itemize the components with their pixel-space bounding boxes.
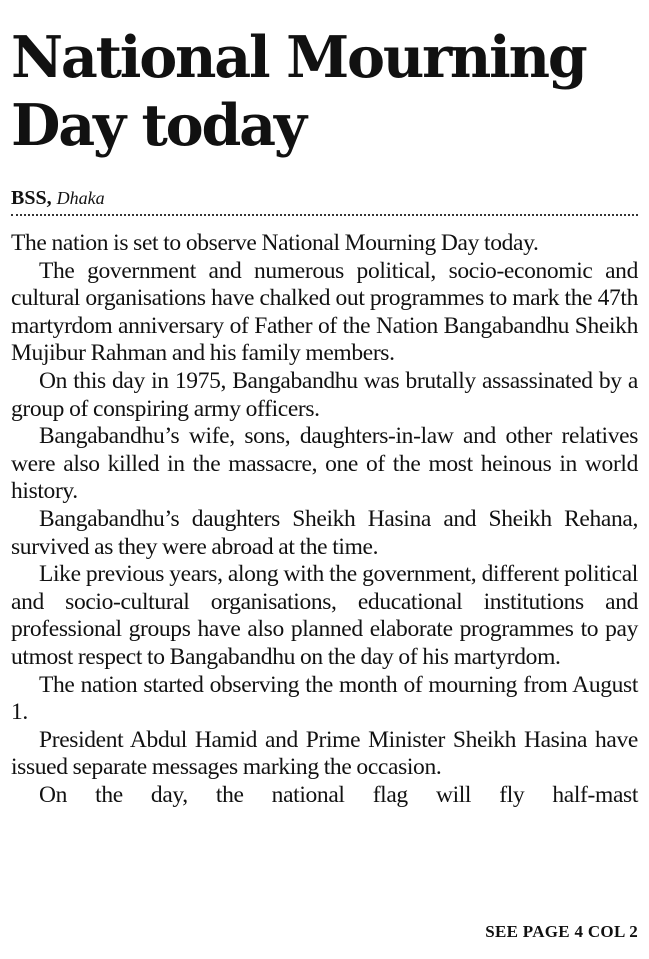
paragraph: The government and numerous political, socio-economic and cultural organisations have chalked out programmes to mark the 47th martyrdom anniversary of Father of the Nation Bangabandhu Sheikh Mujibur Rahman and his family members. xyxy=(11,257,638,367)
dotted-divider xyxy=(11,214,638,216)
paragraph: The nation is set to observe National Mourning Day today. xyxy=(11,230,539,256)
paragraph: Bangabandhu’s daughters Sheikh Hasina and Sheikh Rehana, survived as they were abroad at the time. xyxy=(11,505,638,560)
paragraph: Bangabandhu’s wife, sons, daughters-in-law and other relatives were also killed in the massacre, one of the most heinous in world history. xyxy=(11,423,638,505)
paragraph: Like previous years, along with the government, different political and socio-cultural organisations, educational institutions and professional groups have also planned elaborate programmes to pay utmost respect to Bangabandhu on the day of his martyrdom. xyxy=(11,561,638,670)
continuation-jump-link[interactable]: SEE PAGE 4 COL 2 xyxy=(485,922,638,941)
byline xyxy=(11,186,638,210)
paragraph: The nation started observing the month of mourning from August 1. xyxy=(11,671,638,726)
article-body xyxy=(11,230,638,809)
byline-place: Dhaka xyxy=(56,188,105,208)
paragraph: On this day in 1975, Bangabandhu was brutally assassinated by a group of conspiring army officers. xyxy=(11,367,638,422)
headline: National Mourning Day today xyxy=(11,24,586,159)
paragraph: President Abdul Hamid and Prime Minister Sheikh Hasina have issued separate messages marking the occasion. xyxy=(11,726,638,781)
byline-agency: BSS, xyxy=(11,187,52,209)
news-article xyxy=(11,0,638,809)
paragraph: On the day, the national flag will fly half-mast xyxy=(39,781,638,808)
